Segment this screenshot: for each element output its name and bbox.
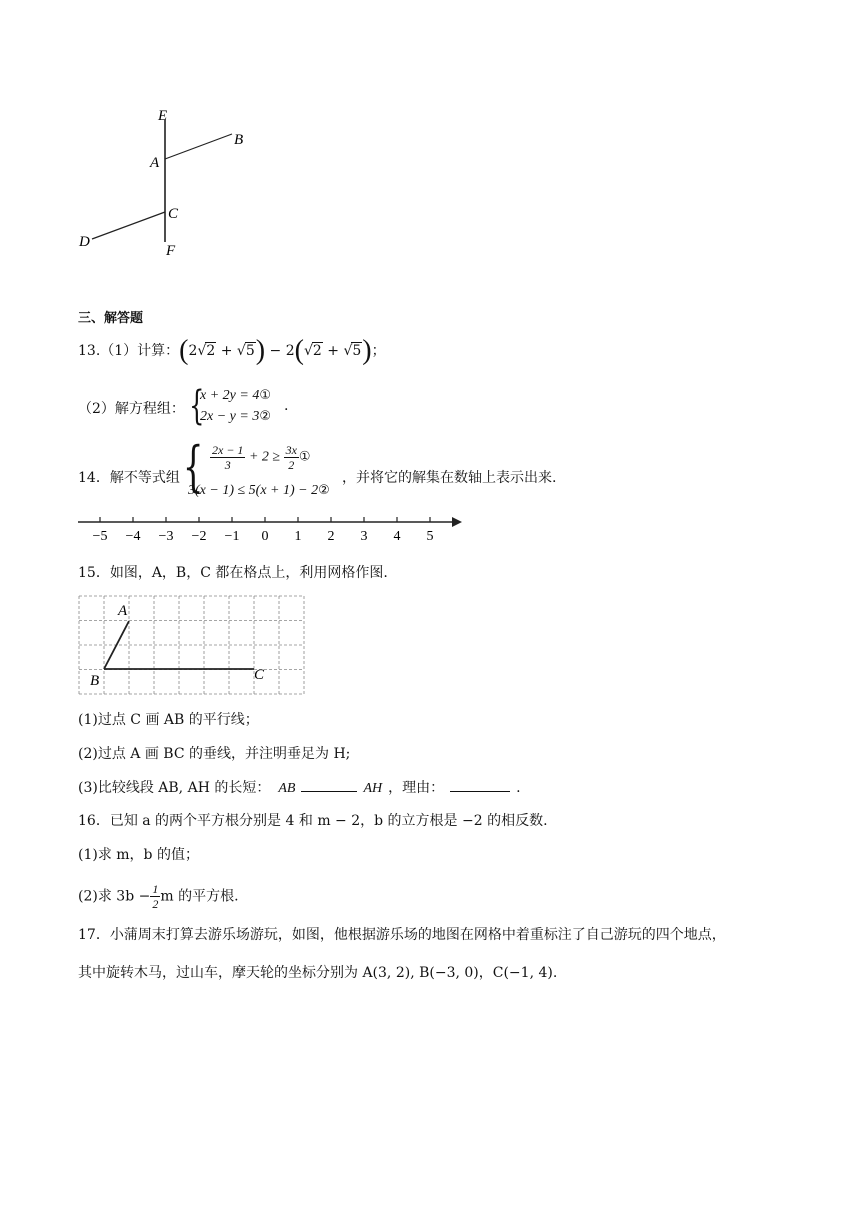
q14-suffix: ，并将它的解集在数轴上表示出来. [342, 470, 557, 486]
q15-step2: (2)过点 A 画 BC 的垂线，并注明垂足为 H; [78, 746, 351, 762]
q13-sqrt2: 2 [206, 343, 216, 359]
label-f: F [166, 243, 176, 259]
q14-prefix: 14．解不等式组 [78, 470, 180, 486]
q13-part2 [78, 383, 338, 430]
q15-step3: (3)比较线段 AB, AH 的长短： AB AH ，理由： . [78, 777, 521, 799]
q17-line2: 其中旋转木马，过山车，摩天轮的坐标分别为 A(3, 2), B(−3, 0)，C(−1, 4). [78, 965, 558, 981]
number-line-tick-label: 5 [426, 529, 434, 544]
q13-plus-b: + [322, 343, 344, 359]
q13-sqrt5b: 5 [352, 343, 362, 359]
answer-blank-compare[interactable] [301, 777, 357, 792]
system-brace: { [189, 383, 205, 429]
number-line-tick-label: −4 [125, 529, 141, 544]
q15-intro: 15．如图，A，B，C 都在格点上，利用网格作图. [78, 565, 388, 581]
q16-step1: (1)求 m，b 的值； [78, 847, 199, 863]
q16-fraction: $\frac{1}{2}$ [152, 882, 159, 911]
label-c: C [168, 206, 179, 222]
q13-sqrt5: 5 [245, 343, 255, 359]
grid-label-c: C [254, 667, 265, 683]
section-heading: 三、解答题 [78, 311, 144, 326]
number-line-tick-label: −1 [224, 529, 240, 544]
q13-p2-prefix: （2）解方程组： [78, 401, 185, 417]
q13-eq2: 2x − y = 3② [200, 409, 271, 424]
label-e: E [158, 108, 168, 124]
grid-label-a: A [118, 603, 128, 619]
q17-line1: 17．小蒲周末打算去游乐场游玩，如图，他根据游乐场的地图在网格中着重标注了自己游玩的四个地点， [78, 927, 726, 943]
label-a: A [150, 155, 160, 171]
q13-plus: + [216, 343, 237, 359]
lines-figure [70, 100, 270, 265]
answer-blank-reason[interactable] [450, 777, 510, 792]
number-line-tick-label: −5 [92, 529, 108, 544]
label-b: B [234, 132, 244, 148]
q13-sqrt2b: 2 [312, 343, 322, 359]
number-line [76, 510, 466, 546]
number-line-tick-label: 1 [294, 529, 302, 544]
line-ab [165, 134, 232, 159]
q14 [78, 435, 598, 505]
q13-part1: 13.（1）计算：(2√2 + √5) − 2(√2 + √5)； [78, 335, 386, 366]
number-line-tick-label: 2 [327, 529, 335, 544]
number-line-tick-label: 0 [261, 529, 269, 544]
q13-p1-end: ； [371, 343, 386, 359]
label-d: D [79, 234, 90, 250]
q13-p2-end: . [284, 398, 289, 414]
number-line-arrow [452, 517, 462, 527]
q15-step1: (1)过点 C 画 AB 的平行线； [78, 712, 259, 728]
number-line-tick-label: −2 [191, 529, 207, 544]
q14-ineq1: $\frac{2x - 1}{3}$ + 2 ≥ $\frac{3x}{2}$ ① [212, 443, 311, 472]
q13-p1-prefix: 13.（1）计算： [78, 343, 180, 359]
q14-ineq2: 3(x − 1) ≤ 5(x + 1) − 2② [188, 483, 330, 498]
grid-figure [78, 595, 308, 697]
q13-minus2: − 2 [265, 343, 295, 359]
number-line-tick-label: 3 [360, 529, 368, 544]
number-line-tick-label: −3 [158, 529, 174, 544]
number-line-tick-label: 4 [393, 529, 401, 544]
q13-coef: 2 [188, 343, 198, 359]
q13-eq1: x + 2y = 4① [200, 388, 271, 403]
q14-brace: { [182, 435, 204, 498]
grid-label-b: B [90, 673, 100, 689]
q16-intro: 16．已知 a 的两个平方根分别是 4 和 m − 2，b 的立方根是 −2 的相反数. [78, 813, 548, 829]
line-cd [92, 212, 165, 239]
q16-step2: (2)求 3b − $\frac{1}{2}$ m 的平方根. [78, 882, 239, 911]
